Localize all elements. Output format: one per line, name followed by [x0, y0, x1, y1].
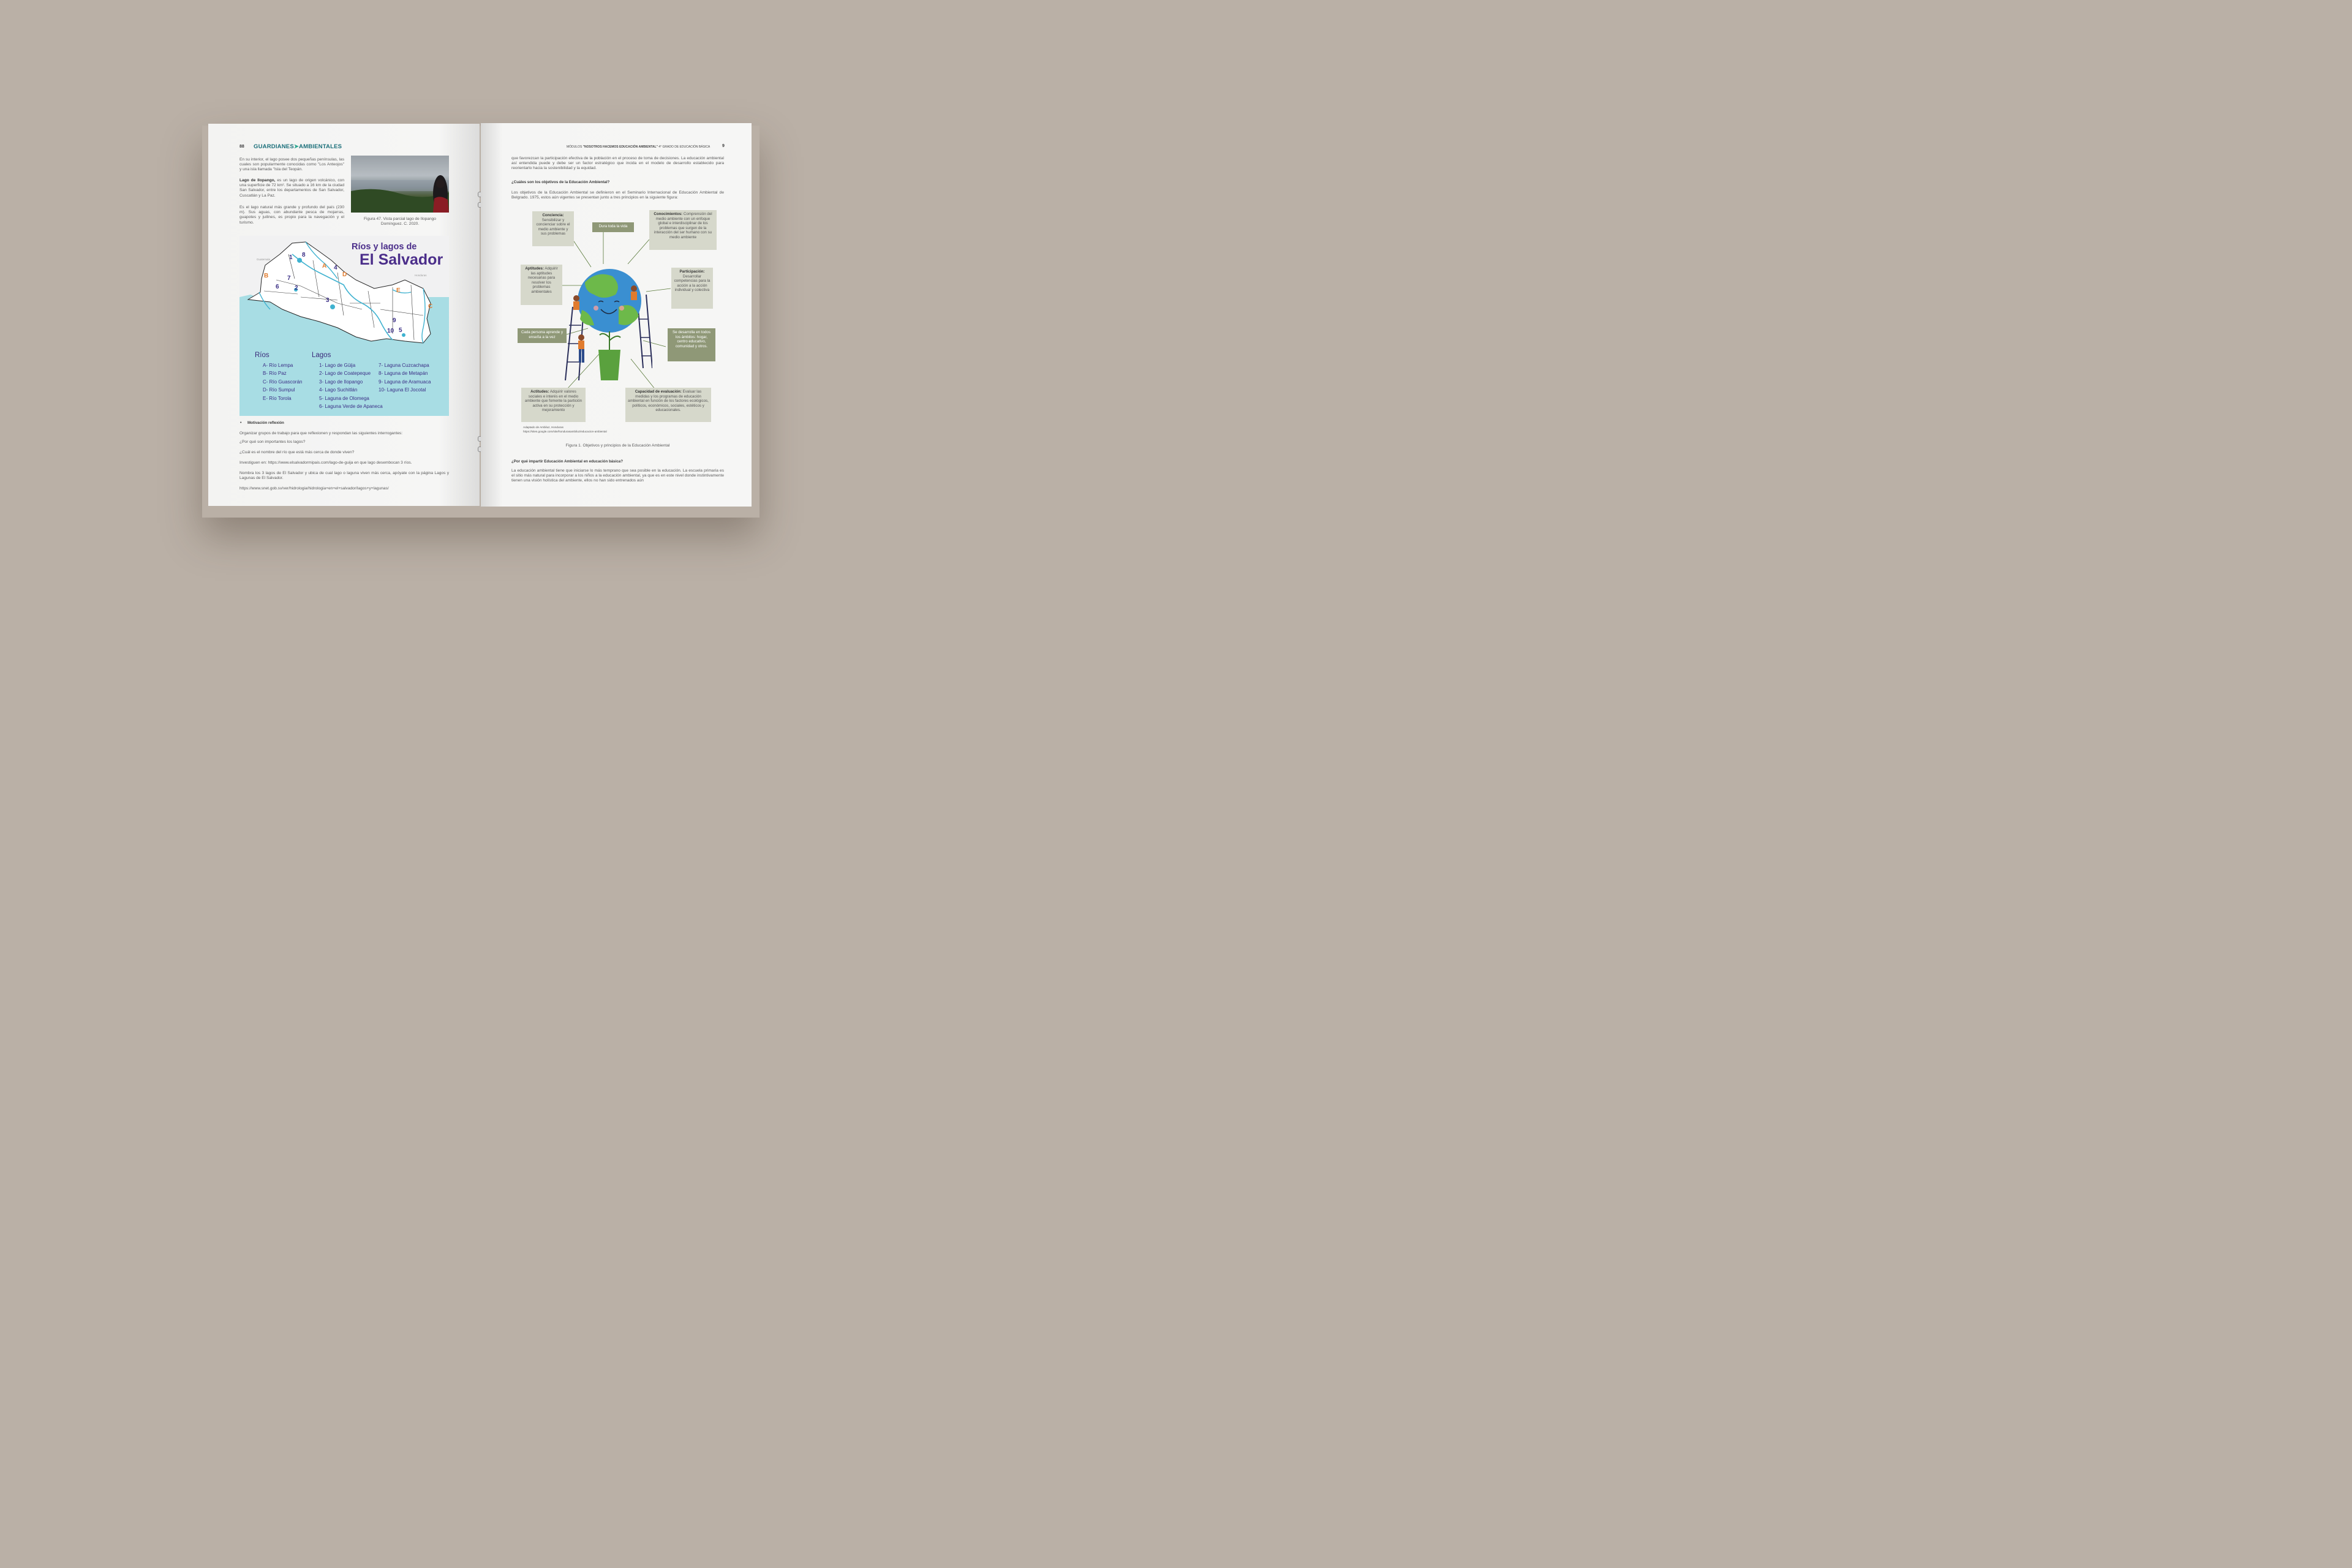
header-bold: "NOSOTROS HACEMOS EDUCACIÓN AMBIENTAL" — [582, 145, 658, 149]
capacidad-text: Evaluar las medidas y los programas de educación ambiental en función de los factores ecológicos, políticos, económicos, sociales, estéticos y educacionales. — [628, 390, 709, 413]
map-marker-9: 9 — [393, 317, 396, 324]
aptitudes-label: Aptitudes: — [525, 266, 544, 271]
actitudes-text: Adquirir valores sociales e interés en el medio ambiente que fomente la partición activa en su protección y mejoramiento — [524, 390, 582, 413]
lake-photo-art — [351, 156, 449, 213]
lagos-list-2 — [379, 361, 431, 394]
page-number-left: 88 — [239, 145, 244, 149]
lago-item: 10- Laguna El Jocotal — [379, 387, 426, 393]
earth-illustration — [560, 258, 652, 386]
reflection-line: ¿Por qué son importantes los lagos? — [239, 440, 306, 444]
photo-caption: Figura 47. Vista parcial lago de Ilopango Domínguez. C. 2020. — [364, 217, 436, 226]
rivers-lakes-map — [239, 236, 449, 416]
lago-item: 2- Lago de Coatepeque — [319, 371, 371, 377]
map-title-line2: El Salvador — [360, 251, 443, 268]
running-header — [567, 145, 710, 149]
map-marker-1: 1 — [289, 254, 293, 261]
brand-logo — [254, 143, 342, 150]
rio-item: B- Río Paz — [263, 371, 287, 377]
diagram-source-1: Adaptado de Ambiluz, Honduras — [523, 426, 564, 429]
capacidad-label: Capacidad de evaluación: — [635, 390, 682, 394]
conocimientos-text: Comprensión del medio ambiente con un enfoque global e interdisciplinar de los problemas que surgen de la interacción del ser humano con su medio ambiente — [654, 212, 712, 239]
right-page — [481, 123, 752, 507]
diagram-source-2[interactable]: https://sites.google.com/site/hondurasambiluz/educacion-ambiental — [523, 430, 607, 433]
map-marker-2: 2 — [295, 285, 298, 292]
aptitudes-text: Adquirir las aptitudes necesarias para resolver los problemas ambientales — [527, 266, 558, 294]
rio-item: A- Río Lempa — [263, 363, 293, 368]
box-conciencia — [532, 211, 574, 246]
actitudes-label: Actitudes: — [530, 390, 549, 394]
paragraph-1: En su interior, el lago posee dos pequeñas penínsulas, las cuales son popularmente conocidas como "Los Anteojos" y una isla llamada "Isla del Teopán. — [239, 157, 344, 172]
lago-item: 7- Laguna Cuzcachapa — [379, 363, 429, 368]
lago-item: 5- Laguna de Olomega — [319, 395, 369, 401]
participacion-text: Desarrollar competencias para la acción a la acción individual y colectiva — [674, 274, 710, 293]
map-title-line1: Ríos y lagos de — [352, 242, 417, 252]
map-marker-4: 4 — [334, 265, 337, 271]
conciencia-text: Sensibilizar y concienciar sobre el medio ambiente y sus problemas — [536, 217, 570, 236]
map-marker-7: 7 — [287, 275, 291, 282]
conocimientos-label: Conocimientos: — [654, 212, 683, 216]
rios-heading: Ríos — [255, 352, 270, 359]
label-honduras: Honduras — [415, 274, 427, 277]
map-marker-5: 5 — [399, 327, 402, 334]
participacion-label: Participación: — [679, 270, 705, 274]
paragraph-2-bold: Lago de Ilopango, — [239, 178, 276, 183]
question-1: ¿Cuáles son los objetivos de la Educación Ambiental? — [511, 180, 610, 184]
label-guatemala: Guatemala — [257, 258, 271, 261]
box-aptitudes — [521, 265, 562, 305]
box-capacidad — [625, 388, 711, 422]
lago-item: 8- Laguna de Metapán — [379, 371, 428, 377]
rio-item: D- Río Sumpul — [263, 387, 295, 393]
rio-item: C- Río Guascorán — [263, 379, 303, 385]
question-2: ¿Por qué impartir Educación Ambiental en educación básica? — [511, 459, 623, 464]
question-1-text: Los objetivos de la Educación Ambiental se definieron en el Seminario Internacional de Educación Ambiental de Belgrado. 1975, estos aún vigentes se presentan junto a tres principios en la siguiente figura: — [511, 190, 724, 200]
paragraph-2 — [239, 178, 344, 198]
lake-photo — [351, 156, 449, 213]
box-actitudes — [521, 388, 586, 422]
lago-item: 4- Lago Suchitlán — [319, 387, 358, 393]
reflection-line: Nombra los 3 lagos de El Salvador y ubica de cual lago o laguna viven más cerca, apóyate con la página Lagos y Lagunas de El Salvador. — [239, 471, 449, 481]
bird-icon: ➤ — [293, 143, 300, 150]
map-marker-8: 8 — [302, 252, 306, 258]
box-cada-persona: Cada persona aprende y enseña a la vez — [518, 328, 567, 343]
lago-item: 3- Lago de Ilopango — [319, 379, 363, 385]
map-marker-d: D — [342, 271, 347, 278]
brand-word1: GUARDIANES — [254, 143, 294, 150]
intro-paragraph: que favorezcan la participación efectiva de la población en el proceso de toma de decisiones. La educación ambiental así entendida puede y debe ser un factor estratégico que incida en el modelo de desarrollo establecido para reorientarlo hacia la sostenibilidad y la equidad. — [511, 156, 724, 171]
paragraph-2-text: es un lago de origen volcánico, con una superficie de 72 km². Se situado a 16 km de la ciudad San Salvador, entre los departamentos de San Salvador, Cuscatlán y La Paz. — [239, 178, 344, 198]
motivacion-title: Motivación reflexión — [247, 421, 284, 425]
brand-word2: AMBIENTALES — [299, 143, 342, 150]
reflection-line: Organizar grupos de trabajo para que reflexionen y respondan las siguientes interrogantes: — [239, 431, 403, 435]
lago-item: 1- Lago de Güija — [319, 363, 356, 368]
reflection-line: Investiguen en: https://www.elsalvadormipais.com/lago-de-guija en que lago desembocan 3 ríos. — [239, 461, 412, 465]
page-number-right: 9 — [722, 144, 725, 148]
map-marker-e: E — [396, 287, 401, 294]
rios-list — [263, 361, 302, 402]
question-2-text: La educación ambiental tiene que iniciarse lo más temprano que sea posible en la educación. La escuela primaria es el sitio más natural para incorporar a los niños a la educación ambiental, ya que es en este nivel donde instintivamente tienen una visión holística del ambiente, ellos no han sido entrenados aún — [511, 469, 724, 483]
map-marker-b: B — [264, 273, 269, 279]
lago-item: 9- Laguna de Aramuaca — [379, 379, 431, 385]
lago-item: 6- Laguna Verde de Apaneca — [319, 404, 383, 410]
box-dura: Dura toda la vida — [592, 222, 634, 232]
lagos-heading: Lagos — [312, 352, 331, 359]
figure-caption: Figura 1. Objetivos y principios de la Educación Ambiental — [565, 443, 670, 448]
left-page — [208, 124, 480, 506]
box-conocimientos — [649, 210, 717, 250]
reflection-line: ¿Cuál es el nombre del río que está más cerca de donde viven? — [239, 450, 355, 454]
lagos-list-1 — [319, 361, 383, 410]
box-participacion — [671, 268, 713, 309]
map-marker-c: C — [428, 303, 433, 310]
map-marker-10: 10 — [387, 328, 394, 334]
map-marker-6: 6 — [276, 284, 279, 290]
paragraph-3: Es el lago natural más grande y profundo del país (230 m). Sus aguas, con abundante pesca de mojarras, guapotes y juilines, es propio para la navegación y el turismo. — [239, 205, 344, 225]
box-se-desarrolla: Se desarrolla en todos los ámbitos: hogar, centro educativo, comunidad y otros. — [668, 328, 715, 361]
map-marker-a: A — [322, 263, 327, 270]
reflection-link[interactable]: https://www.snet.gob.sv/ver/hidrologia/hidrologia+en+el+salvador/lagos+y+lagunas/ — [239, 486, 389, 491]
conciencia-label: Conciencia: — [542, 213, 564, 217]
map-marker-3: 3 — [326, 297, 330, 304]
bullet-icon: • — [240, 421, 242, 425]
rio-item: E- Río Torola — [263, 395, 292, 401]
header-suffix: 4° GRADO DE EDUCACIÓN BÁSICA — [657, 145, 710, 149]
header-prefix: MÓDULOS — [567, 145, 583, 149]
